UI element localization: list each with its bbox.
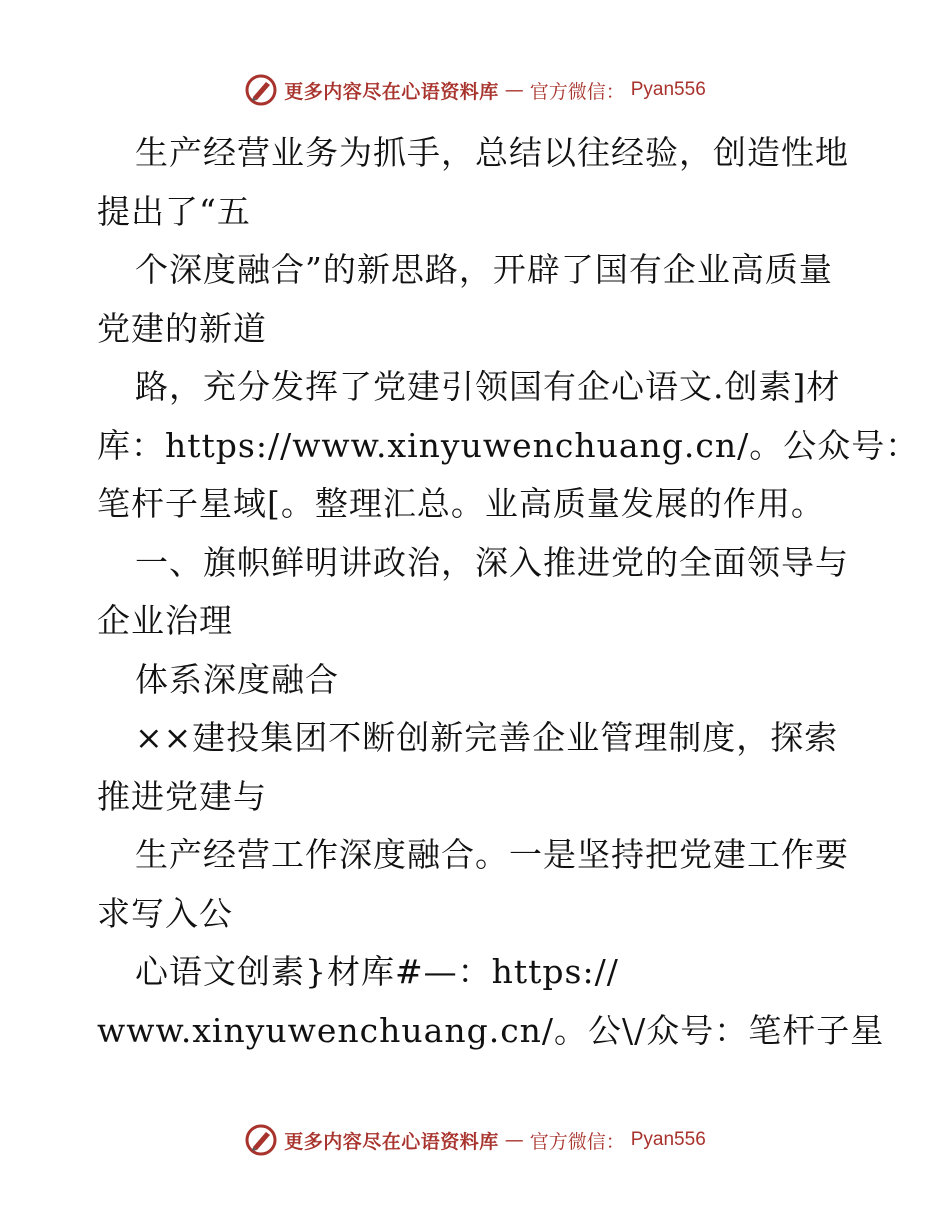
pen-logo-icon <box>244 73 278 107</box>
text-line: 生产经营业务为抓手，总结以往经验，创造性地 <box>135 133 849 172</box>
document-body <box>97 124 920 1060</box>
text-line: www.xinyuwenchuang.cn/。公\/众号：笔杆子星 <box>97 1010 885 1050</box>
text-line: 党建的新道 <box>97 308 267 348</box>
watermark-dash: — <box>504 1129 524 1151</box>
text-line: 心语文创素}材库#—：https:// <box>135 952 619 991</box>
text-line: 个深度融合”的新思路，开辟了国有企业高质量 <box>135 250 833 289</box>
text-line: 提出了“五 <box>97 191 251 231</box>
watermark-wechat-id: Pyan556 <box>630 79 706 100</box>
text-line: 企业治理 <box>97 601 233 640</box>
watermark-main-text: 更多内容尽在心语资料库 <box>284 1130 499 1153</box>
watermark-wechat-label: 官方微信： <box>529 1130 625 1153</box>
watermark-dash: — <box>504 79 524 101</box>
text-line: 推进党建与 <box>97 776 267 816</box>
text-line: 笔杆子星域[。整理汇总。业高质量发展的作用。 <box>97 484 825 523</box>
text-line: 求写入公 <box>97 893 233 933</box>
text-line: 体系深度融合 <box>135 659 339 699</box>
watermark-wechat-label: 官方微信： <box>529 80 625 103</box>
text-line: 一、旗帜鲜明讲政治，深入推进党的全面领导与 <box>135 542 849 582</box>
watermark-main-text: 更多内容尽在心语资料库 <box>284 80 499 103</box>
pen-logo-icon <box>244 1123 278 1157</box>
text-line: 生产经营工作深度融合。一是坚持把党建工作要 <box>135 835 849 874</box>
text-line: ××建投集团不断创新完善企业管理制度，探索 <box>135 718 839 757</box>
text-line: 路，充分发挥了党建引领国有企心语文.创素]材 <box>135 367 841 406</box>
header-watermark <box>0 70 950 110</box>
watermark-wechat-id: Pyan556 <box>630 1129 706 1150</box>
text-line: 库：https://www.xinyuwenchuang.cn/。公众号： <box>97 425 920 465</box>
footer-watermark <box>0 1120 950 1160</box>
